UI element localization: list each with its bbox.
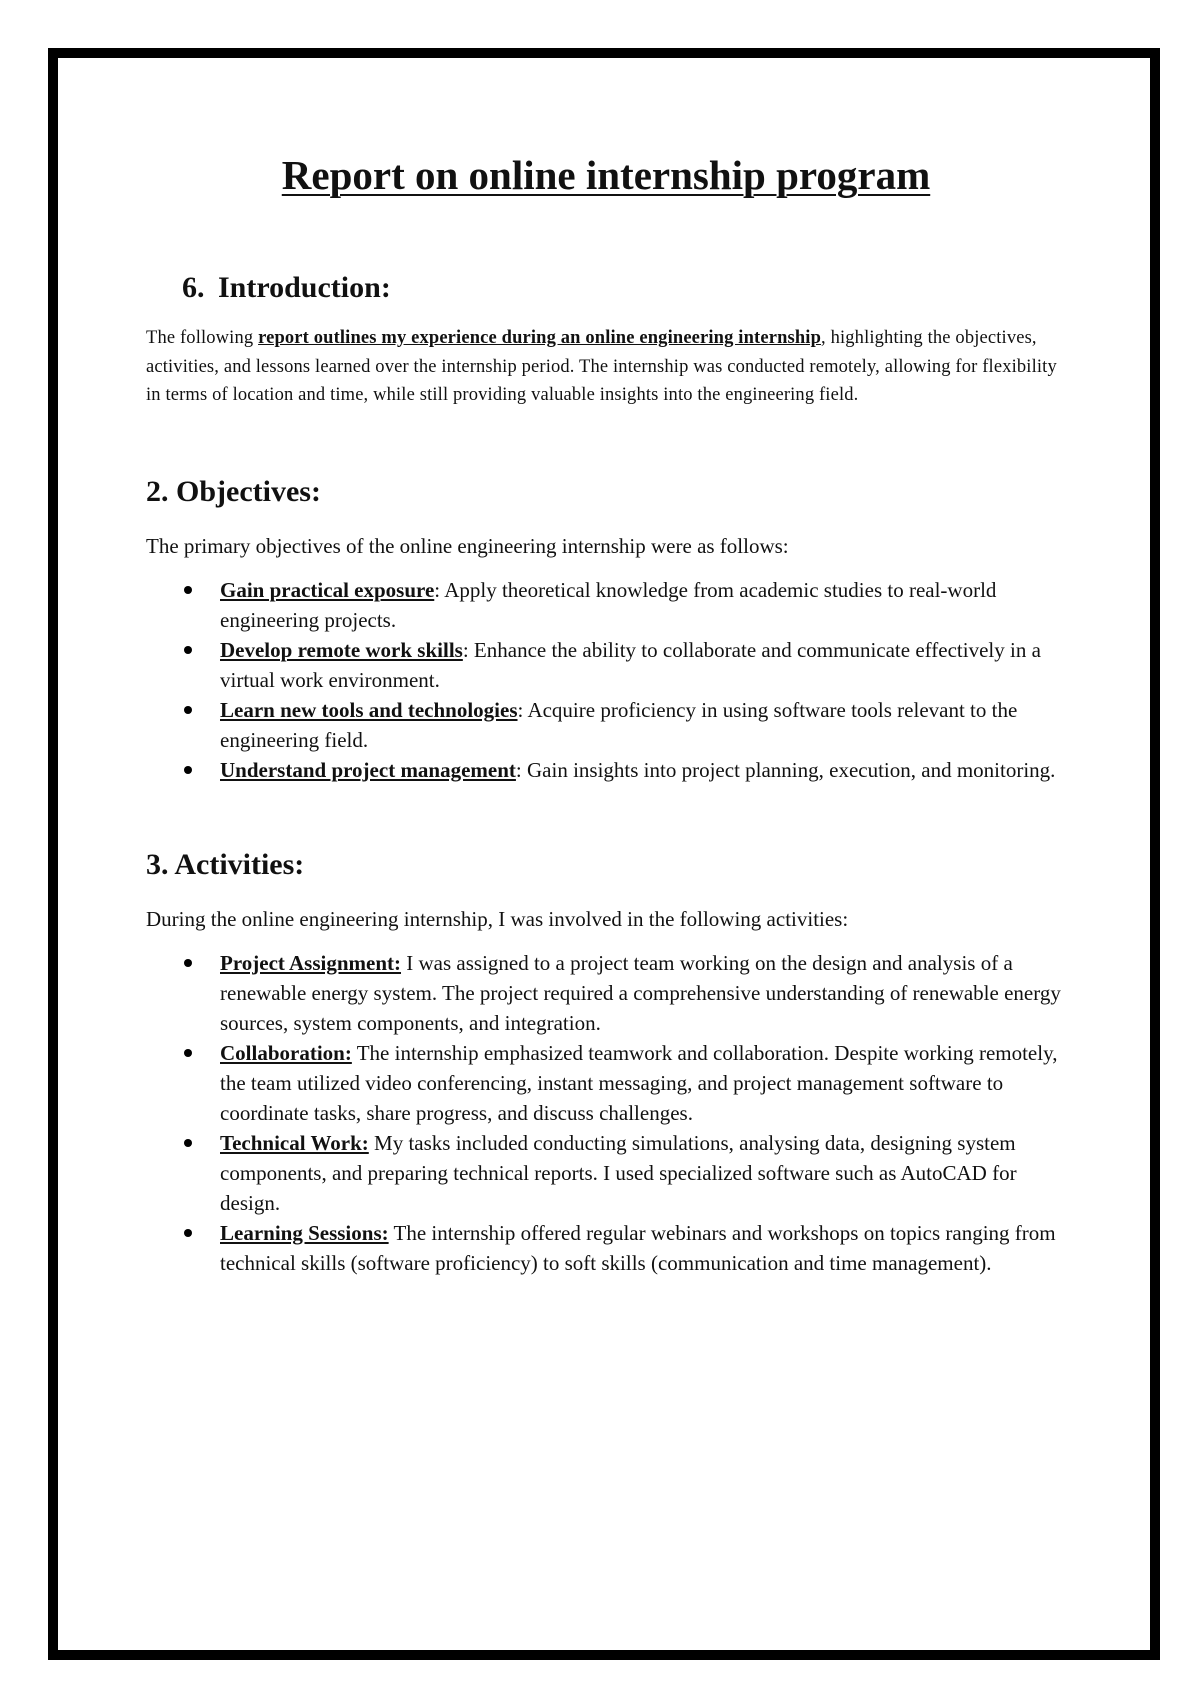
bullet-icon <box>184 766 192 774</box>
list-item <box>146 948 1066 1038</box>
list-item <box>146 1218 1066 1278</box>
bullet-icon <box>184 1049 192 1057</box>
objective-text: : Acquire proficiency in using software tools relevant to the engineering field. <box>220 697 1018 752</box>
objectives-heading: 2. Objectives: <box>146 474 321 508</box>
activity-text: The internship offered regular webinars and workshops on topics ranging from technical skills (software proficiency) to soft skills (communication and time management). <box>220 1220 1056 1275</box>
list-item <box>146 1128 1066 1218</box>
activity-term: Technical Work: <box>220 1130 369 1155</box>
introduction-text-before: The following <box>146 328 259 348</box>
introduction-heading-text: Introduction: <box>218 271 391 304</box>
objective-term: Gain practical exposure <box>220 577 435 602</box>
introduction-text-after: , highlighting the objectives, activities, and lessons learned over the internship period. The internship was conducted remotely, allowing for flexibility in terms of location and time, while still providing valuable insights into the engineering field. <box>146 328 1057 405</box>
introduction-paragraph <box>146 324 1066 410</box>
activity-text: I was assigned to a project team working on the design and analysis of a renewable energy system. The project required a comprehensive understanding of renewable energy sources, system components, and integration. <box>220 950 1061 1035</box>
activities-lead: During the online engineering internship, I was involved in the following activities: <box>146 906 849 931</box>
list-item <box>146 695 1066 755</box>
introduction-heading <box>146 270 1066 306</box>
list-item <box>146 635 1066 695</box>
bullet-icon <box>184 959 192 967</box>
bullet-icon <box>184 706 192 714</box>
activities-heading: 3. Activities: <box>146 847 305 881</box>
list-item <box>146 575 1066 635</box>
objective-text: : Apply theoretical knowledge from academic studies to real-world engineering projects. <box>220 577 997 632</box>
list-item <box>146 1038 1066 1128</box>
activity-term: Collaboration: <box>220 1040 352 1065</box>
activity-term: Project Assignment: <box>220 950 401 975</box>
bullet-icon <box>184 586 192 594</box>
objective-term: Develop remote work skills <box>220 637 463 662</box>
objective-text: : Enhance the ability to collaborate and communicate effectively in a virtual work environment. <box>220 637 1041 692</box>
bullet-icon <box>184 1229 192 1237</box>
activity-term: Learning Sessions: <box>220 1220 389 1245</box>
objective-text: : Gain insights into project planning, execution, and monitoring. <box>515 757 1056 782</box>
introduction-number: 6. <box>182 271 205 304</box>
objective-term: Learn new tools and technologies <box>220 697 518 722</box>
objective-term: Understand project management <box>220 757 516 782</box>
document-body <box>146 140 1066 1278</box>
document-title: Report on online internship program <box>281 152 931 198</box>
introduction-emphasis: report outlines my experience during an online engineering internship <box>258 328 822 348</box>
activities-list <box>146 948 1066 1278</box>
objectives-lead: The primary objectives of the online engineering internship were as follows: <box>146 533 789 558</box>
list-item <box>146 755 1066 785</box>
bullet-icon <box>184 646 192 654</box>
bullet-icon <box>184 1139 192 1147</box>
activity-text: The internship emphasized teamwork and collaboration. Despite working remotely, the team utilized video conferencing, instant messaging, and project management software to coordinate tasks, share progress, and discuss challenges. <box>220 1040 1058 1125</box>
activity-text: My tasks included conducting simulations, analysing data, designing system components, and preparing technical reports. I used specialized software such as AutoCAD for design. <box>220 1130 1017 1215</box>
objectives-list <box>146 575 1066 785</box>
